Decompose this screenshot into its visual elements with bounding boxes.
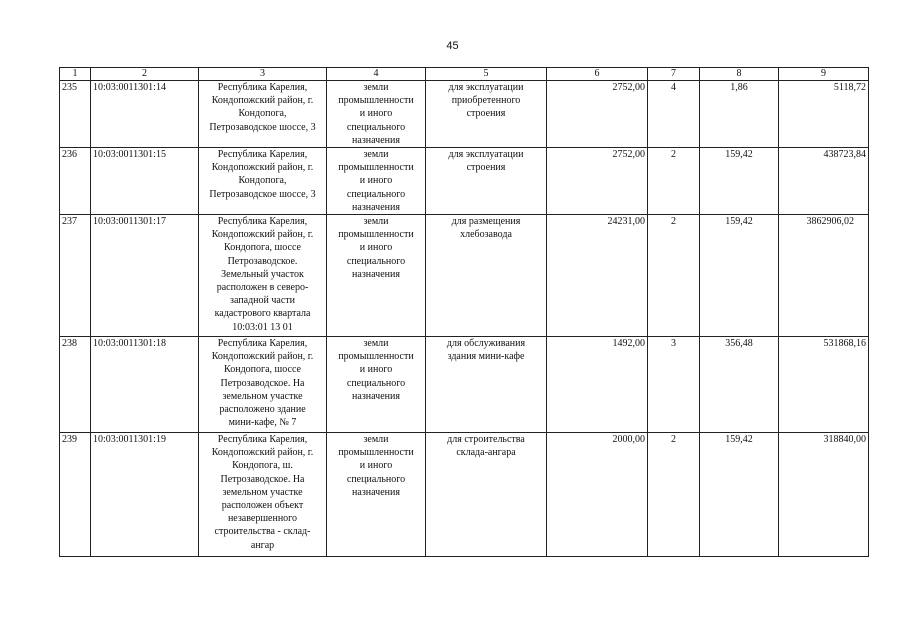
permitted-use-text: для размещения хлебозавода xyxy=(451,216,521,241)
header-cell: 4 xyxy=(327,68,426,81)
permitted-use-text: для эксплуатации приобретенного строения xyxy=(448,82,524,120)
address-cell xyxy=(199,337,327,433)
land-category-cell xyxy=(327,81,426,148)
area-cell: 24231,00 xyxy=(547,215,648,337)
rate-cell: 159,42 xyxy=(700,148,779,215)
land-category-cell xyxy=(327,337,426,433)
cadastral-number-cell: 10:03:0011301:14 xyxy=(91,81,199,148)
cadastral-number-cell: 10:03:0011301:17 xyxy=(91,215,199,337)
address-text: Республика Карелия, Кондопожский район, г. Кондопога, Петрозаводское шоссе, 3 xyxy=(209,82,316,133)
group-cell: 2 xyxy=(648,215,700,337)
land-category-cell xyxy=(327,148,426,215)
cadastral-number-cell: 10:03:0011301:18 xyxy=(91,337,199,433)
land-plots-table xyxy=(59,67,869,557)
table-row xyxy=(60,148,869,215)
row-number-cell: 239 xyxy=(60,433,91,557)
header-cell: 9 xyxy=(779,68,869,81)
table-row xyxy=(60,81,869,148)
address-cell xyxy=(199,433,327,557)
header-row xyxy=(60,68,869,81)
rate-cell: 356,48 xyxy=(700,337,779,433)
address-text: Республика Карелия, Кондопожский район, г. Кондопога, шоссе Петрозаводское. Земельный участок расположен в северо- западной части кадастрового квартала 10:03:01 13 01 xyxy=(211,216,314,333)
group-cell: 2 xyxy=(648,148,700,215)
cadastral-number-cell: 10:03:0011301:19 xyxy=(91,433,199,557)
land-category-cell xyxy=(327,433,426,557)
row-number-cell: 235 xyxy=(60,81,91,148)
value-cell: 5118,72 xyxy=(779,81,869,148)
address-cell xyxy=(199,148,327,215)
rate-cell: 159,42 xyxy=(700,433,779,557)
group-cell: 3 xyxy=(648,337,700,433)
group-cell: 4 xyxy=(648,81,700,148)
area-cell: 1492,00 xyxy=(547,337,648,433)
table-row xyxy=(60,215,869,337)
value-cell: 318840,00 xyxy=(779,433,869,557)
address-text: Республика Карелия, Кондопожский район, г. Кондопога, ш. Петрозаводское. На земельном участке расположен объект незавершенного строительства - склад- ангар xyxy=(211,434,314,551)
permitted-use-text: для обслуживания здания мини-кафе xyxy=(446,338,526,363)
page-number: 45 xyxy=(446,40,459,52)
row-number-cell: 238 xyxy=(60,337,91,433)
row-number-cell: 236 xyxy=(60,148,91,215)
permitted-use-text: для строительства склада-ангара xyxy=(447,434,525,459)
value-cell: 3862906,02 xyxy=(779,215,869,337)
address-cell xyxy=(199,81,327,148)
land-category-text: земли промышленности и иного специального назначения xyxy=(338,434,414,498)
header-cell: 1 xyxy=(60,68,91,81)
header-cell: 6 xyxy=(547,68,648,81)
value-cell: 531868,16 xyxy=(779,337,869,433)
header-cell: 2 xyxy=(91,68,199,81)
permitted-use-cell xyxy=(426,433,547,557)
area-cell: 2752,00 xyxy=(547,148,648,215)
permitted-use-cell xyxy=(426,215,547,337)
group-cell: 2 xyxy=(648,433,700,557)
permitted-use-cell xyxy=(426,81,547,148)
row-number-cell: 237 xyxy=(60,215,91,337)
land-category-text: земли промышленности и иного специального назначения xyxy=(338,338,414,402)
land-category-text: земли промышленности и иного специального назначения xyxy=(338,149,414,213)
address-text: Республика Карелия, Кондопожский район, г. Кондопога, шоссе Петрозаводское. На земельном участке расположено здание мини-кафе, № 7 xyxy=(211,338,314,429)
permitted-use-cell xyxy=(426,337,547,433)
rate-cell: 159,42 xyxy=(700,215,779,337)
header-cell: 3 xyxy=(199,68,327,81)
land-category-text: земли промышленности и иного специального назначения xyxy=(338,82,414,146)
permitted-use-cell xyxy=(426,148,547,215)
table-row xyxy=(60,433,869,557)
area-cell: 2752,00 xyxy=(547,81,648,148)
cadastral-number-cell: 10:03:0011301:15 xyxy=(91,148,199,215)
table-row xyxy=(60,337,869,433)
permitted-use-text: для эксплуатации строения xyxy=(448,149,524,174)
land-category-cell xyxy=(327,215,426,337)
header-cell: 7 xyxy=(648,68,700,81)
land-category-text: земли промышленности и иного специального назначения xyxy=(338,216,414,280)
header-cell: 8 xyxy=(700,68,779,81)
value-cell: 438723,84 xyxy=(779,148,869,215)
area-cell: 2000,00 xyxy=(547,433,648,557)
address-cell xyxy=(199,215,327,337)
address-text: Республика Карелия, Кондопожский район, г. Кондопога, Петрозаводское шоссе, 3 xyxy=(209,149,316,200)
rate-cell: 1,86 xyxy=(700,81,779,148)
header-cell: 5 xyxy=(426,68,547,81)
